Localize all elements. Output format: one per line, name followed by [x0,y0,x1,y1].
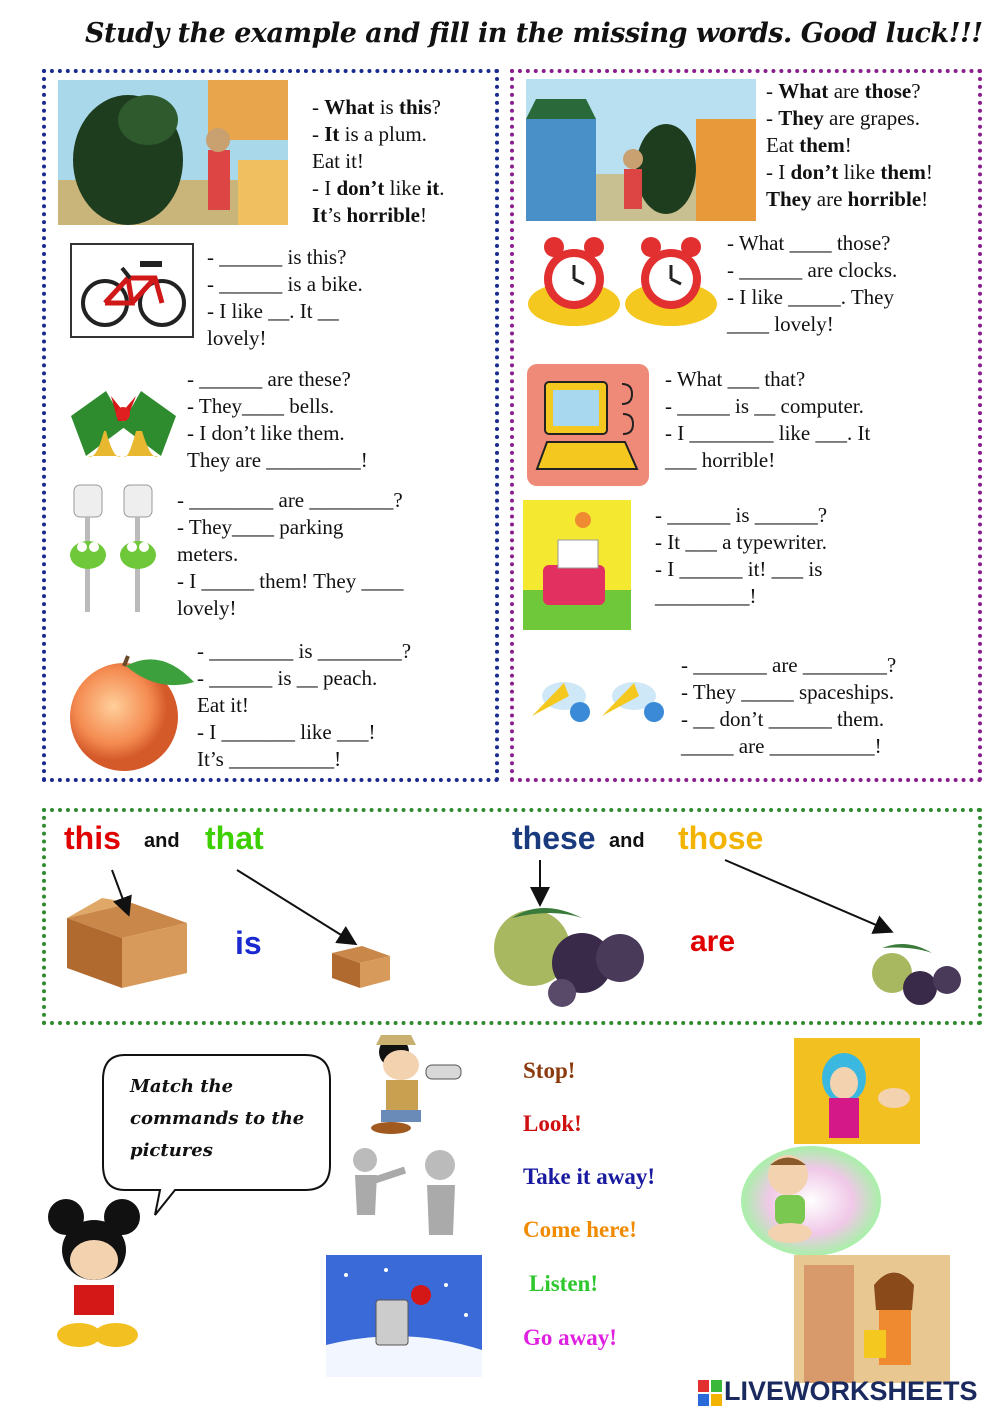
exercise-line: - What ___ that? [665,367,806,391]
command-come-here: Come here! [523,1217,637,1242]
small-fruit-icon [872,944,961,1005]
liveworksheets-logo-icon [698,1380,722,1406]
exercise-line: - I don’t like them. [187,421,345,445]
example-line: Eat them! [766,133,852,157]
example-line: - It is a plum. [312,122,427,146]
example-bold-word: They [766,187,812,211]
word-that: that [205,820,264,856]
peach-exercise [197,638,411,773]
word-and-2: and [609,830,645,852]
girl-with-book-picture [794,1255,950,1383]
grey-figures-picture [335,1140,475,1240]
command-stop: Stop! [523,1058,576,1083]
example-bold-word: them [880,160,926,184]
example-line: - I don’t like it. [312,176,445,200]
exercise-line: - They____ parking [177,515,344,539]
exercise-line: _____ are __________! [681,734,882,758]
example-bold-word: don’t [336,176,385,200]
typewriter-exercise [655,502,827,610]
exercise-line: They are _________! [187,448,368,472]
example-bold-word: They [778,106,824,130]
exercise-line: - ______ are these? [187,367,351,391]
alarm-clocks-picture [526,229,722,329]
bubble-instructions [130,1071,304,1167]
parking-meters-picture [66,483,164,615]
parking-meters-exercise [177,487,404,622]
example-line: It’s horrible! [312,203,427,227]
market-example-picture [526,79,756,221]
bike-picture [70,243,194,338]
example-bold-word: this [398,95,432,119]
word-those: those [678,820,764,856]
example-bold-word: it [426,176,440,200]
bike-exercise [207,244,363,352]
example-bold-word: It [312,203,328,227]
liveworksheets-brand [698,1378,994,1410]
spaceships-picture [524,668,670,730]
worksheet-title: Study the example and fill in the missing words. Good luck!!! [85,18,983,49]
exercise-line: - ______ is __ peach. [197,666,378,690]
example-bold-word: them [799,133,845,157]
command-go-away: Go away! [523,1325,617,1350]
exercise-line: - I like __. It __ [207,299,339,323]
example-bold-word: those [864,79,912,103]
exercise-line: - They____ bells. [187,394,335,418]
grammar-illustrations [42,808,982,1025]
bubble-line: Match the [130,1076,234,1097]
word-these: these [512,820,596,856]
exercise-line: It’s __________! [197,747,342,771]
right-example-dialogue [766,78,933,213]
exercise-line: - ______ are clocks. [727,258,898,282]
anime-girl-picture [794,1038,920,1144]
example-line: They are horrible! [766,187,929,211]
exercise-line: - _____ is __ computer. [665,394,864,418]
exercise-line: lovely! [207,326,267,350]
example-bold-word: It [324,122,340,146]
exercise-line: - I _______ like ___! [197,720,376,744]
bells-exercise [187,366,368,474]
exercise-line: - I like _____. They [727,285,894,309]
example-line: Eat it! [312,149,364,173]
exercise-line: ___ horrible! [665,448,776,472]
bubble-line: pictures [130,1140,213,1161]
command-take-it-away: Take it away! [523,1164,656,1189]
example-bold-word: horrible [847,187,922,211]
example-bold-word: What [778,79,829,103]
exercise-line: ____ lovely! [727,312,834,336]
example-line: - They are grapes. [766,106,920,130]
word-and-1: and [144,830,180,852]
example-line: - I don’t like them! [766,160,933,184]
bells-picture [66,376,180,471]
big-fruit-icon [494,908,644,1007]
bubble-line: commands to the [130,1108,305,1129]
exercise-line: - I ________ like ___. It [665,421,871,445]
exercise-line: _________! [655,584,757,608]
example-line: - What are those? [766,79,921,103]
example-bold-word: What [324,95,375,119]
small-box-icon [332,946,390,988]
crying-baby-picture [740,1145,882,1257]
mickey-sitting-picture [44,1195,144,1355]
exercise-line: - I _____ them! They ____ [177,569,404,593]
computer-exercise [665,366,870,474]
exercise-line: - What ____ those? [727,231,891,255]
peach-picture [66,652,194,774]
exercise-line: Eat it! [197,693,249,717]
typewriter-picture [523,500,631,630]
spaceships-exercise [681,652,896,760]
exercise-line: - __ don’t ______ them. [681,707,885,731]
exercise-line: - ______ is this? [207,245,347,269]
example-bold-word: don’t [790,160,839,184]
computer-picture [527,364,649,486]
exercise-line: - I ______ it! ___ is [655,557,823,581]
exercise-line: - ______ is a bike. [207,272,363,296]
mickey-looking-picture [356,1030,480,1135]
clocks-exercise [727,230,897,338]
word-is: is [235,925,262,961]
exercise-line: - ________ is ________? [197,639,412,663]
snow-trash-picture [326,1255,482,1377]
brand-name: LIVEWORKSHEETS [724,1376,978,1406]
exercise-line: meters. [177,542,239,566]
exercise-line: - It ___ a typewriter. [655,530,828,554]
word-this: this [64,820,121,856]
example-bold-word: horrible [346,203,420,227]
exercise-line: - They _____ spaceships. [681,680,895,704]
exercise-line: - ________ are ________? [177,488,403,512]
gorilla-example-picture [58,80,288,225]
word-are: are [690,925,736,958]
exercise-line: - _______ are ________? [681,653,897,677]
command-look: Look! [523,1111,582,1136]
left-example-dialogue [312,94,444,229]
command-listen: Listen! [529,1271,598,1296]
exercise-line: lovely! [177,596,237,620]
exercise-line: - ______ is ______? [655,503,828,527]
example-line: - What is this? [312,95,441,119]
